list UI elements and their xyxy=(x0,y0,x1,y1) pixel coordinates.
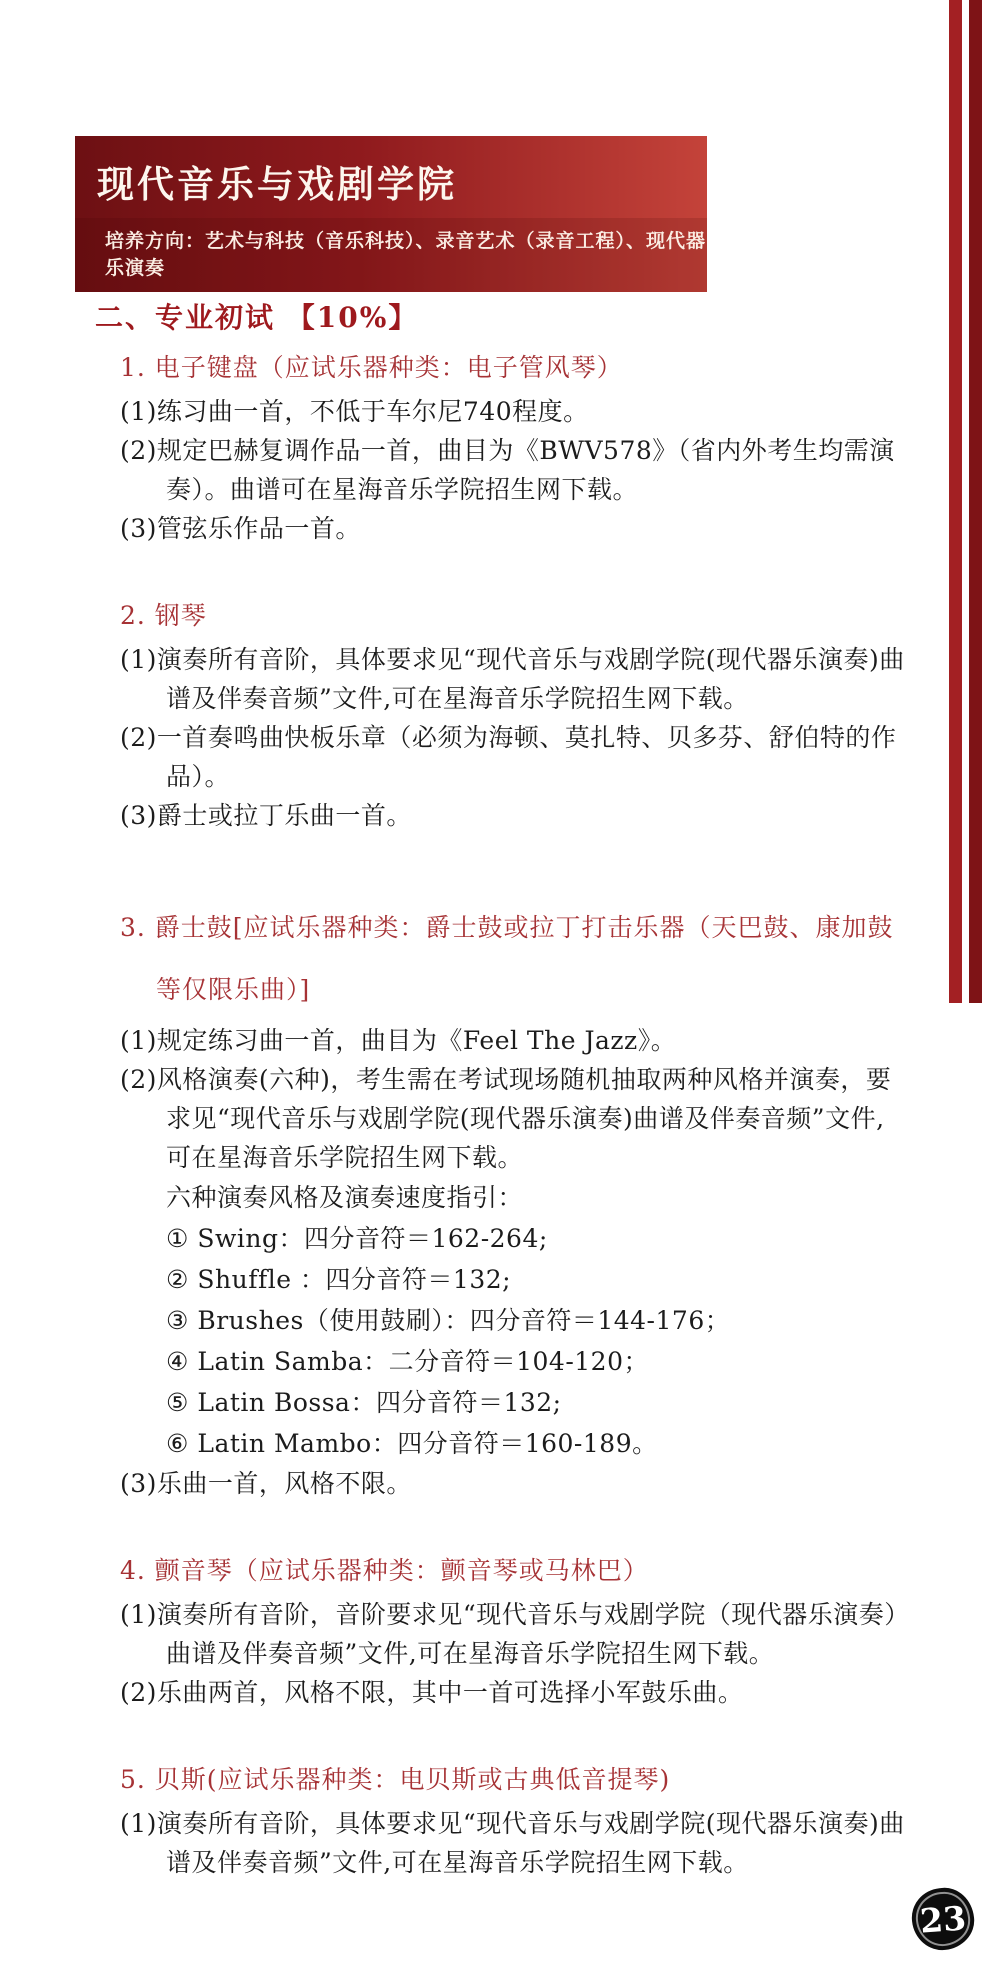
exam-item-2 xyxy=(120,596,907,835)
exam-item-3 xyxy=(120,897,907,1503)
item-title: 5. 贝斯(应试乐器种类：电贝斯或古典低音提琴) xyxy=(120,1765,671,1794)
item-point: (1)规定练习曲一首，曲目为《Feel The Jazz》。 xyxy=(120,1026,677,1055)
styles-heading: 六种演奏风格及演奏速度指引： xyxy=(166,1183,524,1212)
item-point: (1)练习曲一首，不低于车尔尼740程度。 xyxy=(120,397,589,426)
item-point: (3)乐曲一首，风格不限。 xyxy=(120,1469,412,1498)
item-point: (3)爵士或拉丁乐曲一首。 xyxy=(120,801,412,830)
item-point: (2)一首奏鸣曲快板乐章（必须为海顿、莫扎特、贝多芬、舒伯特的作品）。 xyxy=(120,723,897,791)
item-point: (2)乐曲两首，风格不限，其中一首可选择小军鼓乐曲。 xyxy=(120,1678,744,1707)
college-title: 现代音乐与戏剧学院 xyxy=(97,162,457,206)
exam-item-4 xyxy=(120,1551,907,1712)
college-banner xyxy=(75,136,707,292)
edge-bar-inner xyxy=(949,0,962,1003)
item-point: (1)演奏所有音阶，音阶要求见“现代音乐与戏剧学院（现代器乐演奏）曲谱及伴奏音频”文件,可在星海音乐学院招生网下载。 xyxy=(120,1600,898,1668)
item-point: (1)演奏所有音阶，具体要求见“现代音乐与戏剧学院(现代器乐演奏)曲谱及伴奏音频”文件,可在星海音乐学院招生网下载。 xyxy=(120,645,905,713)
style-line-brushes: ③ Brushes（使用鼓刷）：四分音符＝144-176； xyxy=(166,1306,731,1335)
edge-bar-outer xyxy=(969,0,982,1003)
right-edge-decorative-bars xyxy=(948,0,982,1003)
exam-item-5 xyxy=(120,1760,907,1882)
page-number-badge xyxy=(909,1885,977,1953)
section-heading: 二、专业初试 【10%】 xyxy=(95,301,419,334)
page-content xyxy=(95,296,907,1882)
item-title: 1. 电子键盘（应试乐器种类：电子管风琴） xyxy=(120,353,623,382)
style-line-swing: ① Swing：四分音符＝162-264; xyxy=(166,1224,548,1253)
item-point: (2)风格演奏(六种)，考生需在考试现场随机抽取两种风格并演奏，要求见“现代音乐与戏剧学院(现代器乐演奏)曲谱及伴奏音频”文件,可在星海音乐学院招生网下载。 xyxy=(120,1065,892,1172)
item-point: (3)管弦乐作品一首。 xyxy=(120,514,361,543)
page-number: 23 xyxy=(918,1897,968,1941)
exam-item-1 xyxy=(120,348,907,548)
item-point: (2)规定巴赫复调作品一首，曲目为《BWV578》（省内外考生均需演奏）。曲谱可在星海音乐学院招生网下载。 xyxy=(120,436,895,504)
item-point: (1)演奏所有音阶，具体要求见“现代音乐与戏剧学院(现代器乐演奏)曲谱及伴奏音频”文件,可在星海音乐学院招生网下载。 xyxy=(120,1809,905,1877)
style-line-latin-bossa: ⑤ Latin Bossa：四分音符＝132; xyxy=(166,1388,562,1417)
style-line-shuffle: ② Shuffle ：四分音符＝132; xyxy=(166,1265,512,1294)
style-line-latin-samba: ④ Latin Samba：二分音符＝104-120； xyxy=(166,1347,649,1376)
item-title: 3. 爵士鼓[应试乐器种类：爵士鼓或拉丁打击乐器（天巴鼓、康加鼓等仅限乐曲）] xyxy=(120,913,894,1004)
style-line-latin-mambo: ⑥ Latin Mambo：四分音符＝160-189。 xyxy=(166,1429,658,1458)
college-subtitle: 培养方向：艺术与科技（音乐科技）、录音艺术（录音工程）、现代器乐演奏 xyxy=(75,218,707,292)
item-title: 2. 钢琴 xyxy=(120,601,207,630)
item-title: 4. 颤音琴（应试乐器种类：颤音琴或马林巴） xyxy=(120,1556,649,1585)
